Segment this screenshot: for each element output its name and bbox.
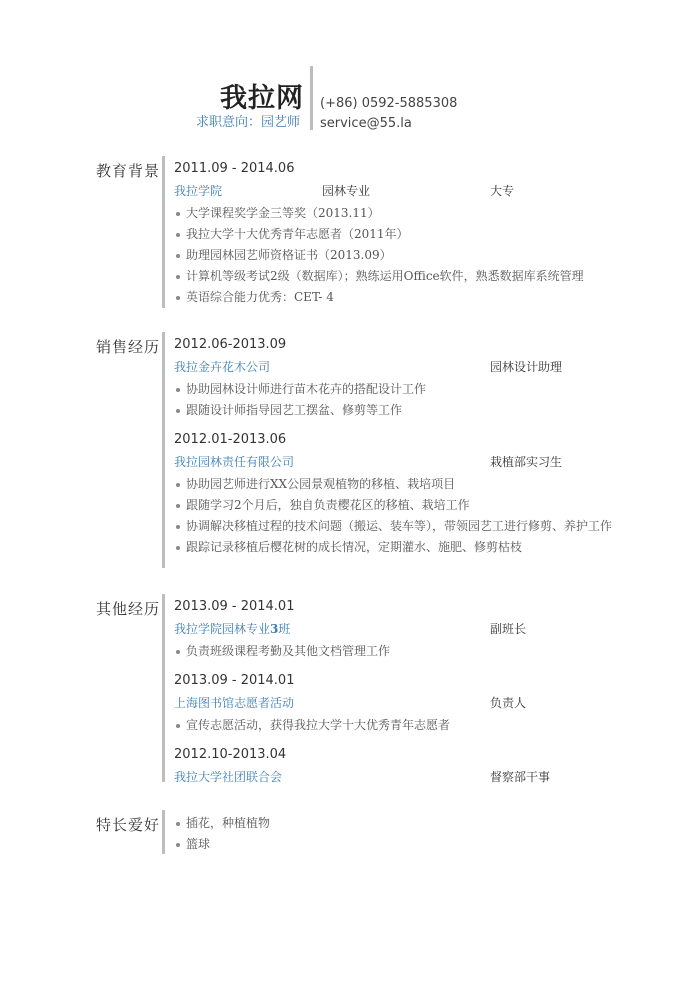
section-title-hobbies: 特长爱好 — [96, 816, 161, 834]
section-title-education: 教育背景 — [96, 162, 161, 180]
education-content — [174, 160, 634, 309]
hobbies-content — [174, 814, 634, 856]
entry-date: 2012.10-2013.04 — [174, 747, 287, 762]
candidate-name: 我拉网 — [220, 83, 304, 114]
job-row — [174, 453, 634, 475]
organization-name: 我拉大学社团联合会 — [174, 770, 283, 784]
entry-date: 2013.09 - 2014.01 — [174, 599, 295, 614]
job-date: 2012.06-2013.09 — [174, 337, 287, 352]
list-item: 跟踪记录移植后樱花树的成长情况，定期灌水、施肥、修剪枯枝 — [174, 538, 634, 556]
resume-header — [0, 66, 700, 130]
organization-name: 上海图书馆志愿者活动 — [174, 696, 295, 710]
sales-content — [174, 336, 634, 559]
list-item: 负责班级课程考勤及其他文档管理工作 — [174, 642, 634, 660]
list-item: 计算机等级考试2级（数据库）；熟练运用Office软件，熟悉数据库系统管理 — [174, 267, 634, 285]
section-divider — [162, 156, 165, 308]
email-address: service@55.la — [320, 116, 412, 131]
company-name: 我拉园林责任有限公司 — [174, 455, 295, 469]
organization-name: 我拉学院园林专业3班 — [174, 622, 291, 636]
list-item: 大学课程奖学金三等奖（2013.11） — [174, 204, 634, 222]
list-item: 协助园林设计师进行苗木花卉的搭配设计工作 — [174, 380, 634, 398]
header-divider — [310, 66, 313, 130]
job-row — [174, 358, 634, 380]
section-title-other: 其他经历 — [96, 600, 161, 618]
entry-role: 副班长 — [490, 622, 527, 636]
entry-row — [174, 694, 634, 716]
list-item: 跟随学习2个月后，独自负责樱花区的移植、栽培工作 — [174, 496, 634, 514]
job-role: 栽植部实习生 — [490, 455, 563, 469]
major: 园林专业 — [322, 184, 371, 198]
list-item: 英语综合能力优秀：CET- 4 — [174, 288, 634, 306]
education-row — [174, 182, 634, 204]
list-item: 协调解决移植过程的技术问题（搬运、装车等），带领园艺工进行修剪、养护工作 — [174, 517, 626, 535]
list-item: 我拉大学十大优秀青年志愿者（2011年） — [174, 225, 634, 243]
contact-info — [320, 94, 457, 134]
list-item: 助理园林园艺师资格证书（2013.09） — [174, 246, 634, 264]
section-title-sales: 销售经历 — [96, 338, 161, 356]
list-item: 插花，种植植物 — [174, 814, 634, 832]
list-item: 宣传志愿活动，获得我拉大学十大优秀青年志愿者 — [174, 716, 634, 734]
list-item: 跟随设计师指导园艺工摆盆、修剪等工作 — [174, 401, 634, 419]
section-divider — [162, 594, 165, 782]
entry-role: 负责人 — [490, 696, 527, 710]
list-item: 篮球 — [174, 835, 634, 853]
other-content — [174, 598, 634, 790]
company-name: 我拉金卉花木公司 — [174, 360, 271, 374]
school-name: 我拉学院 — [174, 184, 223, 198]
job-objective: 求职意向：园艺师 — [195, 115, 300, 130]
job-role: 园林设计助理 — [490, 360, 563, 374]
entry-row — [174, 620, 634, 642]
section-divider — [162, 810, 165, 854]
entry-row — [174, 768, 634, 790]
degree: 大专 — [490, 184, 515, 198]
phone-number: (+86) 0592-5885308 — [320, 96, 458, 111]
education-date: 2011.09 - 2014.06 — [174, 161, 295, 176]
entry-role: 督察部干事 — [490, 770, 551, 784]
list-item: 协助园艺师进行XX公园景观植物的移植、栽培项目 — [174, 475, 634, 493]
job-date: 2012.01-2013.06 — [174, 432, 287, 447]
section-divider — [162, 332, 165, 568]
entry-date: 2013.09 - 2014.01 — [174, 673, 295, 688]
